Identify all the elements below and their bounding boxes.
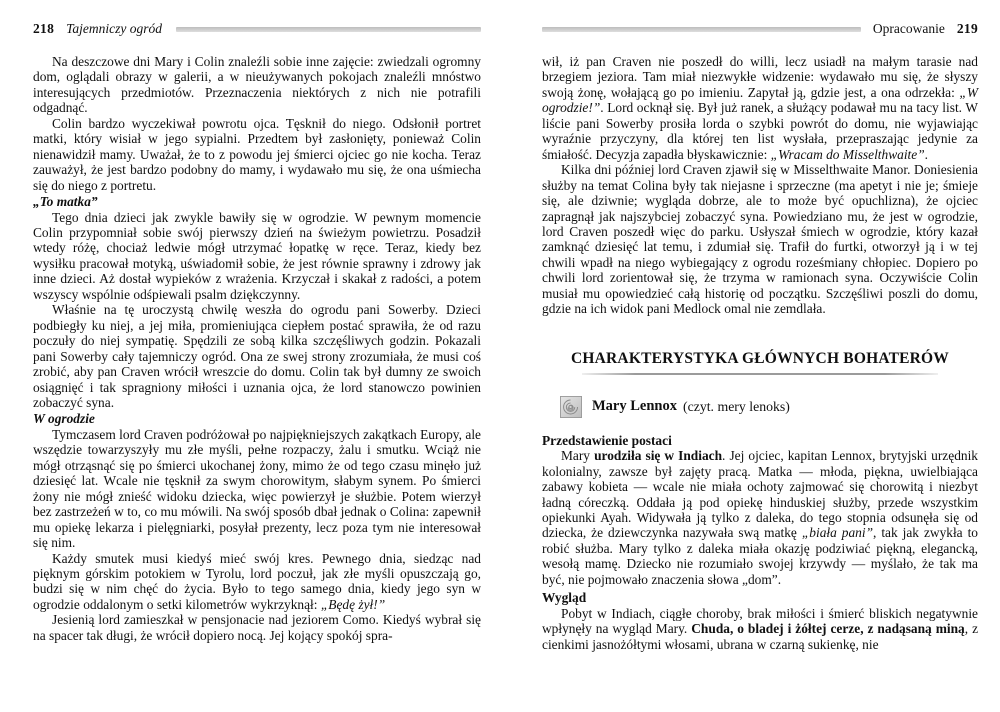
paragraph	[33, 210, 481, 303]
text-run: Jesienią lord zamieszkał w pensjonacie nad jeziorem Como. Kiedyś wybrał się na spacer tak długi, że wrócił dopiero nocą. Jej kojący spokój spra-	[33, 612, 481, 643]
text-run: .	[924, 146, 929, 162]
page-number: 219	[956, 20, 978, 36]
page-header-title: Tajemniczy ogród	[66, 20, 163, 36]
paragraph	[542, 162, 978, 317]
inline-heading: „To matka”	[33, 194, 98, 210]
text-run: „W ogrodzie!”	[542, 84, 978, 116]
character-name: Mary Lennox	[592, 397, 677, 414]
page-header-left	[33, 20, 481, 37]
text-run: Każdy smutek musi kiedyś mieć swój kres. Pewnego dnia, siedząc nad pięknym górskim potokiem w Tyrolu, lord poczuł, jak złe myśli opuszczają go, budzi się w nim chęć do życia. Było to tego samego dnia, kiedy jego syn w ogrodzie oddalonym o setki kilometrów wykrzyknął:	[33, 550, 481, 612]
text-run: Właśnie na tę uroczystą chwilę weszła do ogrodu pani Sowerby. Dzieci podbiegły ku niej, a jej miła, promieniująca ciepłem postać sprawiła, że od razu poczuły do niej sympatię. Spędzili ze sobą kilka szczęśliwych godzin. Pokazali pani Sowerby cały tajemniczy ogród. Ona ze swej strony zrozumiała, że musi coś zrobić, aby pan Craven wrócił wreszcie do domu. Colin tak był dumny ze swoich osiągnięć i tak spragniony miłości i uznania ojca, że lord stanowczo powinien zobaczyć syna.	[33, 302, 481, 410]
text-run: „Wracam do Misselthwaite”	[770, 146, 925, 162]
page-left	[33, 20, 481, 643]
text-run: Chuda, o bladej i żółtej cerze, z nadąsaną miną	[691, 621, 965, 637]
text-run: Colin bardzo wyczekiwał powrotu ojca. Tęsknił do niego. Odsłonił portret matki, który wisiał w jego sypialni. Przedtem był zasłonięty, ponieważ Colin nienawidził mamy. Uważał, że to z powodu jej śmierci ojciec go nie kocha. Teraz zauważył, że jest bardzo podobny do mamy, i wydawało mu się, że ona uśmiecha się do niego z portretu.	[33, 115, 481, 193]
paragraph	[33, 302, 481, 410]
section-title: CHARAKTERYSTYKA GŁÓWNYCH BOHATERÓW	[570, 349, 949, 367]
subheading: Wygląd	[542, 590, 587, 606]
text-run: Mary	[561, 448, 595, 464]
page-body-left	[33, 54, 481, 643]
text-run: urodziła się w Indiach	[594, 448, 723, 464]
text-run: Pobyt w Indiach, ciągłe choroby, brak miłości i śmierć bliskich negatywnie wpłynęły na wygląd Mary.	[542, 605, 978, 637]
subheading: Przedstawienie postaci	[542, 432, 672, 448]
paragraph	[33, 54, 481, 116]
paragraph	[542, 448, 978, 587]
section-rule	[582, 373, 938, 375]
rose-icon	[560, 396, 582, 418]
text-run: „biała pani”	[801, 525, 874, 541]
character-pronunciation: (czyt. mery lenoks)	[682, 398, 790, 414]
page-body-right	[542, 54, 978, 652]
paragraph	[33, 427, 481, 551]
text-run: , z cienkimi jasnożółtymi włosami, ubrana w czarną sukienkę, nie	[542, 621, 979, 652]
paragraph	[542, 606, 978, 652]
text-run: Na deszczowe dni Mary i Colin znaleźli sobie inne zajęcie: zwiedzali ogromny dom, oglądali obrazy w galerii, a w nieużywanych pokojach znaleźli mnóstwo interesujących przedmiotów. Przeznaczenia niektórych z nich nie potrafili odgadnąć.	[33, 54, 481, 116]
inline-heading: W ogrodzie	[33, 411, 95, 427]
character-heading	[560, 396, 978, 418]
paragraph	[33, 612, 481, 643]
text-run: . Jej ojciec, kapitan Lennox, brytyjski urzędnik kolonialny, zawsze był zajęty pracą. Matka — młoda, piękna, uwielbiająca zabawy kobieta — wcale nie miała ochoty zajmować się chorowitą i niezbyt ładną córeczką. Oddała ją pod opiekę hinduskiej służby, przede wszystkim opiekunki Ayah. Widywała ją tylko z daleka, do tego stopnia odsunęła się od dziecka, że dziewczynka nazywała swą matkę	[542, 448, 979, 541]
page-right	[542, 20, 978, 652]
page-header-right	[542, 20, 978, 37]
text-run: Kilka dni później lord Craven zjawił się w Misselthwaite Manor. Doniesienia służby na temat Colina były tak niejasne i sprzeczne (ma apetyt i nie je; śmieje się, ale dziwnie; wygląda dobrze, ale to może być opuchlizna), że ojciec zapragnął jak najszybciej zobaczyć syna. Powiedziano mu, że jest w ogrodzie, lord Craven poszedł więc do parku. Usłyszał śmiech w ogrodzie, który kazał zamknąć dziesięć lat temu, i zdumiał się. Trafił do furtki, otworzył ją i w tej chwili wpadł na niego wybiegający z ogrodu roześmiany chłopiec. Dopiero po chwili lord zorientował się, że trzyma w ramionach syna. Oczywiście Colin musiał mu opowiedzieć całą historię od początku. Szczęśliwi poszli do domu, gdzie na ich widok pani Medlock omal nie zemdlała.	[542, 162, 978, 317]
paragraph	[33, 116, 481, 193]
text-run: Tego dnia dzieci jak zwykle bawiły się w ogrodzie. W pewnym momencie Colin przypomniał sobie swój pierwszy dzień na świeżym powietrzu. Posadził wtedy różę, chociaż ledwie mógł utrzymać łopatkę w ręce. Teraz, kiedy bez wysiłku pracował motyką, uświadomił sobie, że jest równie sprawny i zdrowy jak inne dzieci. Aż dostał wypieków z wrażenia. Krzyczał i skakał z radości, a potem wszyscy wspólnie odśpiewali psalm dziękczynny.	[33, 209, 481, 302]
text-run: wił, iż pan Craven nie poszedł do willi, lecz usiadł na małym tarasie nad brzegiem jeziora. Tam miał niezwykłe widzenie: wydawało mu się, że słyszy swoją żonę, wołającą go po imieniu. Zapytał ją, gdzie jest, a ona odrzekła:	[542, 54, 978, 100]
paragraph	[33, 551, 481, 613]
header-rule	[542, 27, 861, 32]
text-run: , tak jak zwykła to robić służba. Mary tylko z daleka miała okazję podziwiać piękną, elegancką, wesołą mamę. Dziecko nie rozumiało swojej krzywdy — myślało, że tak ma być, nie pojmowało znaczenia słowa „dom”.	[542, 525, 978, 587]
header-rule	[176, 27, 481, 32]
text-run: „Będę żył!”	[320, 596, 386, 612]
paragraph	[542, 54, 978, 162]
section-heading-block	[542, 350, 978, 375]
text-run: . Lord ocknął się. Był już ranek, a służący podawał mu na tacy list. W liście pani Sowerby prosiła lorda o szybki powrót do domu, nie wyjawiając wyraźnie przyczyny, dla której ten list wysłała, przepraszając jedynie za śmiałość. Decyzja zapadła błyskawicznie:	[542, 100, 978, 162]
page-header-title: Opracowanie	[872, 20, 945, 36]
page-number: 218	[33, 20, 55, 36]
text-run: Tymczasem lord Craven podróżował po najpiękniejszych zakątkach Europy, ale wszędzie towarzyszyły mu złe myśli, pełne rozpaczy, żalu i smutku. Wciąż nie mógł otrząsnąć się po śmierci ukochanej żony, mimo że od tego czasu minęło już dziesięć lat. Wcale nie tęsknił za swym chorowitym, słabym synem. Po śmierci żony nie mógł znieść widoku dziecka, więc powierzył je służbie. Potem wierzył bez zastrzeżeń w to, co mu mówili. Na swój sposób dbał jednak o Colina: zapewnił mu opiekę lekarza i pielęgniarki, posyłał prezenty, lecz poza tym nie interesował się nim.	[33, 426, 481, 551]
